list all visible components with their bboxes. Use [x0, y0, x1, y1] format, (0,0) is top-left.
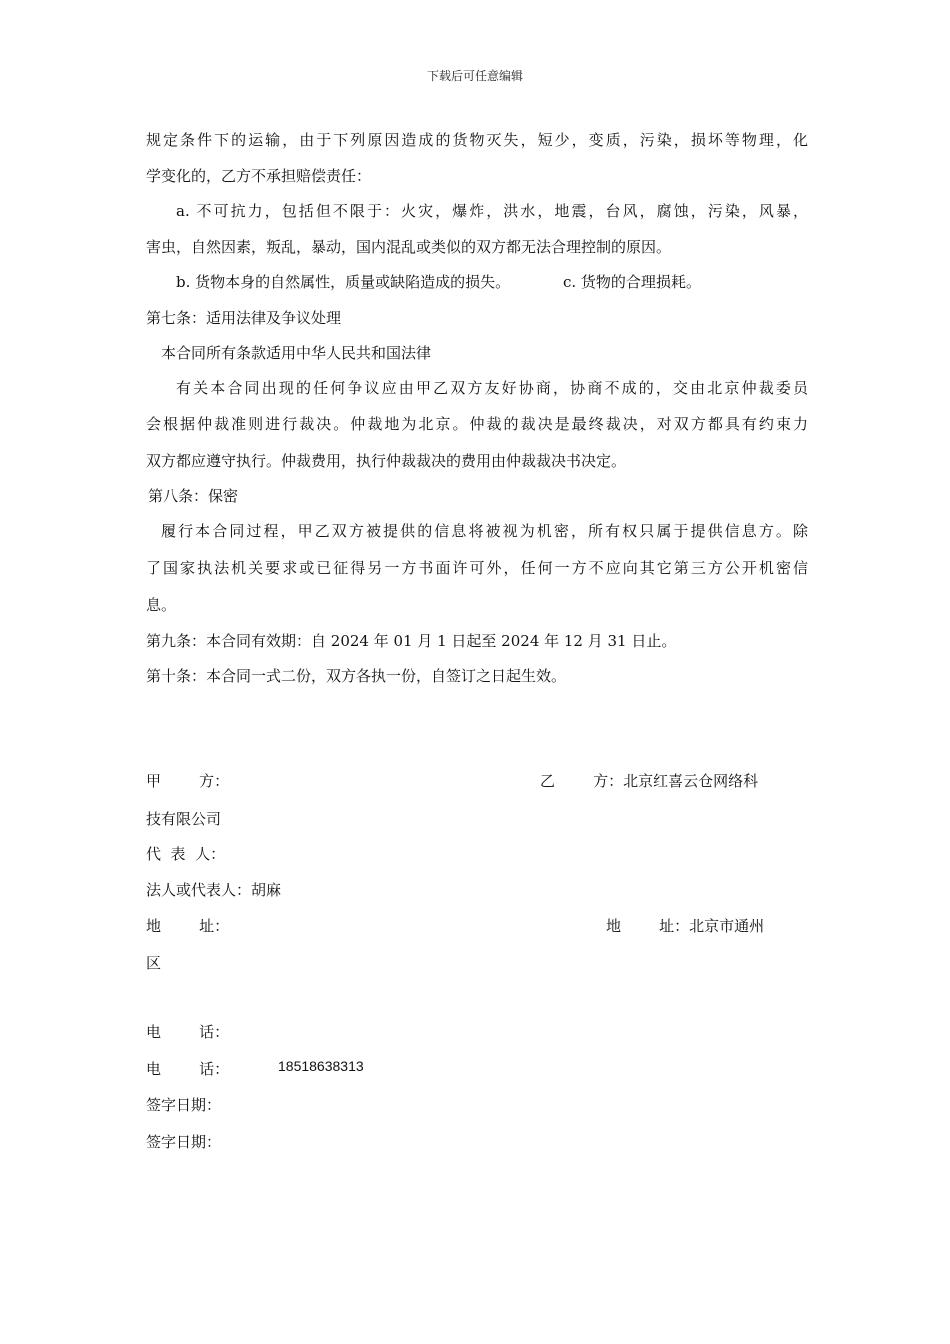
- address-b-label: 地 址：北京市通州: [606, 917, 765, 935]
- phone-b-label: 电 话：: [146, 1060, 230, 1078]
- article-7-paragraph: 本合同所有条款适用中华人民共和国法律: [161, 344, 432, 362]
- page-header: 下载后可任意编辑: [426, 69, 523, 83]
- representative-label: 代 表 人：: [146, 845, 226, 863]
- date-a-label: 签字日期：: [146, 1096, 222, 1114]
- article-9: 第九条：本合同有效期：自 2024 年 01 月 1 日起至 2024 年 12 月 31 日止。: [146, 632, 677, 650]
- paragraph-line: 规定条件下的运输，由于下列原因造成的货物灭失，短少，变质，污染，损坏等物理，化: [146, 131, 808, 149]
- address-a-label: 地 址：: [146, 917, 230, 935]
- clause-a-line: a. 不可抗力，包括但不限于：火灾，爆炸，洪水，地震，台风，腐蚀，污染，风暴，: [176, 202, 808, 220]
- article-10: 第十条：本合同一式二份，双方各执一份，自签订之日起生效。: [146, 667, 567, 685]
- article-7-paragraph: 有关本合同出现的任何争议应由甲乙双方友好协商，协商不成的，交由北京仲裁委员: [176, 379, 808, 397]
- article-8-title: 第八条：保密: [148, 487, 239, 505]
- party-a-label: 甲 方：: [146, 772, 230, 790]
- date-b-label: 签字日期：: [146, 1133, 222, 1151]
- phone-b-value: 18518638313: [278, 1058, 364, 1074]
- article-7-paragraph: 双方都应遵守执行。仲裁费用，执行仲裁裁决的费用由仲裁裁决书决定。: [146, 452, 627, 470]
- clause-a-line: 害虫，自然因素，叛乱，暴动，国内混乱或类似的双方都无法合理控制的原因。: [146, 238, 672, 256]
- address-b-continued: 区: [146, 954, 162, 972]
- party-b-continued: 技有限公司: [146, 810, 222, 828]
- clause-b: b. 货物本身的自然属性，质量或缺陷造成的损失。: [176, 273, 511, 291]
- article-8-paragraph: 息。: [146, 596, 177, 614]
- paragraph-line: 学变化的，乙方不承担赔偿责任：: [146, 167, 372, 185]
- phone-a-label: 电 话：: [146, 1023, 230, 1041]
- party-b-label: 乙 方：北京红喜云仓网络科: [540, 772, 759, 790]
- article-8-paragraph: 了国家执法机关要求或已征得另一方书面许可外，任何一方不应向其它第三方公开机密信: [146, 559, 808, 577]
- legal-representative: 法人或代表人：胡麻: [146, 881, 282, 899]
- article-8-paragraph: 履行本合同过程，甲乙双方被提供的信息将被视为机密，所有权只属于提供信息方。除: [161, 522, 808, 540]
- article-7-paragraph: 会根据仲裁准则进行裁决。仲裁地为北京。仲裁的裁决是最终裁决，对双方都具有约束力: [146, 415, 808, 433]
- article-7-title: 第七条：适用法律及争议处理: [146, 309, 342, 327]
- clause-c: c. 货物的合理损耗。: [563, 273, 701, 291]
